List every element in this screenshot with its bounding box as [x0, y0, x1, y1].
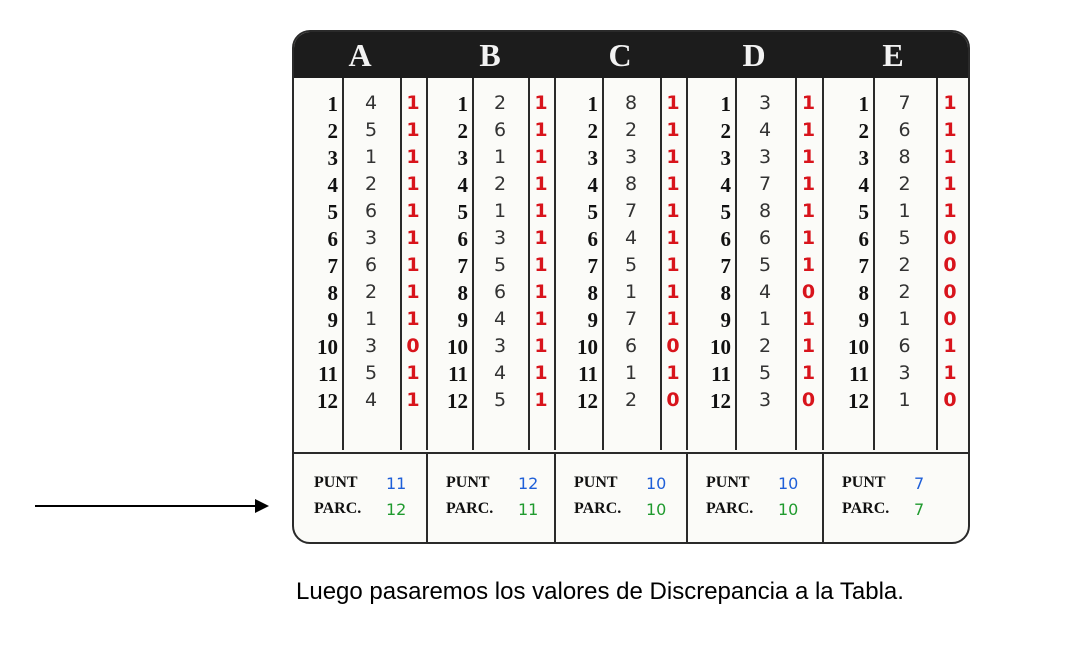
punt-label: PUNT [314, 474, 358, 491]
item-number: 2 [587, 119, 598, 143]
discrepancy-mark: 1 [406, 119, 420, 141]
parc-value: 12 [386, 500, 407, 519]
item-number: 10 [848, 335, 869, 359]
item-value: 2 [364, 173, 378, 195]
item-value: 3 [364, 227, 378, 249]
parc-value: 10 [778, 500, 799, 519]
table-row [686, 335, 822, 362]
table-row [554, 254, 686, 281]
item-value: 1 [624, 362, 638, 384]
discrepancy-mark: 1 [406, 173, 420, 195]
table-row [554, 308, 686, 335]
item-number: 5 [327, 200, 338, 224]
discrepancy-mark: 0 [943, 308, 957, 330]
section-column [554, 78, 688, 450]
column-header: E [882, 36, 904, 73]
table-row [426, 362, 554, 389]
discrepancy-mark: 1 [943, 362, 957, 384]
discrepancy-mark: 1 [406, 254, 420, 276]
table-row [426, 227, 554, 254]
item-number: 9 [327, 308, 338, 332]
discrepancy-mark: 1 [534, 92, 548, 114]
column-header: B [479, 36, 501, 73]
table-row [426, 389, 554, 416]
item-number: 8 [457, 281, 468, 305]
item-value: 4 [624, 227, 638, 249]
item-value: 2 [898, 281, 911, 303]
item-number: 6 [720, 227, 731, 251]
item-number: 6 [457, 227, 468, 251]
arrow-right-icon [255, 499, 269, 513]
item-number: 11 [578, 362, 598, 386]
discrepancy-mark: 1 [534, 227, 548, 249]
table-row [554, 92, 686, 119]
table-row [294, 335, 426, 362]
item-value: 1 [898, 389, 911, 411]
item-number: 6 [327, 227, 338, 251]
item-value: 4 [364, 92, 378, 114]
item-value: 5 [493, 389, 507, 411]
table-row [294, 362, 426, 389]
table-row [822, 227, 964, 254]
item-value: 6 [364, 254, 378, 276]
table-row [294, 227, 426, 254]
item-number: 10 [317, 335, 338, 359]
item-number: 1 [858, 92, 869, 116]
item-number: 1 [457, 92, 468, 116]
discrepancy-mark: 1 [943, 173, 957, 195]
item-value: 4 [493, 362, 507, 384]
punt-label: PUNT [706, 474, 750, 491]
parc-value: 10 [646, 500, 667, 519]
table-row [686, 146, 822, 173]
table-row [554, 119, 686, 146]
discrepancy-mark: 1 [534, 200, 548, 222]
item-value: 3 [758, 389, 772, 411]
discrepancy-mark: 0 [801, 281, 816, 303]
item-value: 2 [624, 119, 638, 141]
discrepancy-mark: 1 [534, 389, 548, 411]
item-value: 2 [758, 335, 772, 357]
item-number: 3 [858, 146, 869, 170]
discrepancy-mark: 1 [801, 200, 816, 222]
discrepancy-mark: 1 [801, 146, 816, 168]
item-value: 3 [364, 335, 378, 357]
item-number: 4 [587, 173, 598, 197]
section-column [686, 78, 824, 450]
discrepancy-mark: 1 [943, 146, 957, 168]
table-row [426, 335, 554, 362]
discrepancy-mark: 1 [666, 119, 680, 141]
item-number: 12 [447, 389, 468, 413]
item-number: 1 [327, 92, 338, 116]
item-number: 2 [457, 119, 468, 143]
table-row [426, 92, 554, 119]
table-row [686, 362, 822, 389]
parc-label: PARC. [842, 500, 890, 517]
item-value: 4 [493, 308, 507, 330]
punt-label: PUNT [574, 474, 618, 491]
punt-value: 12 [518, 474, 539, 493]
discrepancy-mark: 0 [801, 389, 816, 411]
item-value: 7 [758, 173, 772, 195]
item-number: 11 [849, 362, 869, 386]
item-number: 3 [457, 146, 468, 170]
item-number: 1 [587, 92, 598, 116]
table-row [426, 173, 554, 200]
table-row [426, 119, 554, 146]
item-value: 6 [364, 200, 378, 222]
item-value: 2 [493, 92, 507, 114]
item-number: 8 [327, 281, 338, 305]
item-number: 12 [848, 389, 869, 413]
discrepancy-mark: 1 [534, 254, 548, 276]
table-row [686, 200, 822, 227]
item-value: 3 [493, 227, 507, 249]
table-row [686, 92, 822, 119]
table-row [686, 254, 822, 281]
card-footer [294, 452, 968, 544]
table-row [554, 389, 686, 416]
table-row [686, 173, 822, 200]
discrepancy-mark: 0 [666, 389, 680, 411]
item-value: 5 [624, 254, 638, 276]
discrepancy-mark: 1 [801, 362, 816, 384]
item-value: 6 [758, 227, 772, 249]
item-value: 7 [898, 92, 911, 114]
discrepancy-mark: 1 [534, 119, 548, 141]
table-row [294, 92, 426, 119]
item-number: 2 [327, 119, 338, 143]
table-row [294, 254, 426, 281]
item-number: 4 [720, 173, 731, 197]
item-value: 6 [493, 119, 507, 141]
punt-label: PUNT [446, 474, 490, 491]
discrepancy-mark: 1 [801, 227, 816, 249]
item-value: 4 [758, 281, 772, 303]
discrepancy-mark: 0 [943, 281, 957, 303]
table-row [822, 362, 964, 389]
item-value: 1 [624, 281, 638, 303]
discrepancy-mark: 1 [534, 173, 548, 195]
table-row [822, 281, 964, 308]
discrepancy-mark: 1 [666, 173, 680, 195]
item-value: 5 [898, 227, 911, 249]
discrepancy-mark: 1 [666, 92, 680, 114]
item-number: 12 [710, 389, 731, 413]
table-row [426, 308, 554, 335]
item-number: 7 [720, 254, 731, 278]
table-row [686, 227, 822, 254]
discrepancy-mark: 1 [534, 146, 548, 168]
score-cell [554, 454, 688, 544]
discrepancy-mark: 1 [406, 308, 420, 330]
item-number: 11 [711, 362, 731, 386]
item-value: 4 [364, 389, 378, 411]
item-number: 11 [318, 362, 338, 386]
item-value: 8 [898, 146, 911, 168]
item-number: 3 [587, 146, 598, 170]
item-value: 1 [493, 200, 507, 222]
item-value: 8 [758, 200, 772, 222]
punt-value: 10 [778, 474, 799, 493]
punt-value: 11 [386, 474, 407, 493]
item-value: 1 [493, 146, 507, 168]
table-row [822, 335, 964, 362]
item-value: 1 [898, 200, 911, 222]
item-number: 10 [710, 335, 731, 359]
item-number: 9 [858, 308, 869, 332]
table-row [686, 119, 822, 146]
discrepancy-mark: 1 [943, 200, 957, 222]
discrepancy-mark: 0 [666, 335, 680, 357]
item-number: 7 [587, 254, 598, 278]
discrepancy-mark: 0 [406, 335, 420, 357]
item-number: 6 [858, 227, 869, 251]
discrepancy-mark: 1 [801, 308, 816, 330]
discrepancy-mark: 1 [406, 362, 420, 384]
item-value: 2 [898, 254, 911, 276]
parc-label: PARC. [706, 500, 754, 517]
item-value: 7 [624, 200, 638, 222]
section-column [426, 78, 556, 450]
parc-value: 11 [518, 500, 539, 519]
section-column [294, 78, 428, 450]
discrepancy-mark: 1 [666, 281, 680, 303]
item-number: 1 [720, 92, 731, 116]
discrepancy-mark: 1 [801, 173, 816, 195]
discrepancy-mark: 1 [801, 119, 816, 141]
item-number: 3 [327, 146, 338, 170]
item-value: 8 [624, 92, 638, 114]
section-column [822, 78, 964, 450]
discrepancy-mark: 1 [534, 362, 548, 384]
table-row [294, 173, 426, 200]
item-value: 1 [364, 308, 378, 330]
table-row [822, 173, 964, 200]
item-number: 9 [587, 308, 598, 332]
item-number: 5 [587, 200, 598, 224]
discrepancy-mark: 1 [666, 146, 680, 168]
table-row [294, 281, 426, 308]
item-value: 5 [364, 119, 378, 141]
parc-value: 7 [914, 500, 925, 519]
table-row [294, 119, 426, 146]
item-value: 4 [758, 119, 772, 141]
table-row [686, 308, 822, 335]
item-number: 4 [858, 173, 869, 197]
item-value: 3 [493, 335, 507, 357]
item-number: 5 [720, 200, 731, 224]
item-number: 4 [457, 173, 468, 197]
caption: Luego pasaremos los valores de Discrepancia a la Tabla. [296, 578, 904, 605]
discrepancy-mark: 1 [406, 227, 420, 249]
item-value: 2 [493, 173, 507, 195]
discrepancy-mark: 1 [406, 200, 420, 222]
item-number: 8 [858, 281, 869, 305]
card-header [294, 32, 968, 78]
item-value: 5 [364, 362, 378, 384]
table-row [686, 281, 822, 308]
item-value: 3 [758, 146, 772, 168]
item-number: 11 [448, 362, 468, 386]
table-row [426, 200, 554, 227]
discrepancy-mark: 1 [666, 254, 680, 276]
discrepancy-mark: 0 [943, 254, 957, 276]
table-row [554, 200, 686, 227]
item-number: 2 [720, 119, 731, 143]
parc-label: PARC. [446, 500, 494, 517]
item-number: 8 [720, 281, 731, 305]
item-number: 6 [587, 227, 598, 251]
discrepancy-mark: 1 [801, 254, 816, 276]
table-row [822, 200, 964, 227]
item-value: 5 [758, 254, 772, 276]
item-value: 6 [624, 335, 638, 357]
item-value: 6 [898, 335, 911, 357]
table-row [686, 389, 822, 416]
score-cell [294, 454, 428, 544]
item-number: 5 [858, 200, 869, 224]
discrepancy-mark: 1 [666, 200, 680, 222]
item-number: 3 [720, 146, 731, 170]
item-number: 9 [457, 308, 468, 332]
punt-value: 7 [914, 474, 925, 493]
item-value: 6 [493, 281, 507, 303]
item-value: 3 [898, 362, 911, 384]
discrepancy-mark: 1 [801, 92, 816, 114]
punt-value: 10 [646, 474, 667, 493]
table-row [294, 308, 426, 335]
score-cell [822, 454, 964, 544]
item-number: 8 [587, 281, 598, 305]
table-row [426, 254, 554, 281]
table-row [822, 146, 964, 173]
discrepancy-mark: 1 [406, 146, 420, 168]
table-row [822, 308, 964, 335]
discrepancy-mark: 1 [406, 281, 420, 303]
item-value: 1 [364, 146, 378, 168]
item-number: 7 [457, 254, 468, 278]
item-value: 1 [758, 308, 772, 330]
item-value: 3 [758, 92, 772, 114]
discrepancy-mark: 1 [943, 335, 957, 357]
discrepancy-mark: 1 [943, 119, 957, 141]
table-row [554, 335, 686, 362]
table-row [822, 119, 964, 146]
discrepancy-mark: 1 [534, 335, 548, 357]
discrepancy-mark: 1 [666, 362, 680, 384]
item-number: 9 [720, 308, 731, 332]
item-value: 8 [624, 173, 638, 195]
item-value: 5 [758, 362, 772, 384]
discrepancy-mark: 1 [943, 92, 957, 114]
table-row [822, 92, 964, 119]
table-row [294, 146, 426, 173]
item-number: 7 [858, 254, 869, 278]
discrepancy-mark: 1 [406, 389, 420, 411]
discrepancy-mark: 0 [943, 389, 957, 411]
item-value: 5 [493, 254, 507, 276]
item-value: 3 [624, 146, 638, 168]
item-number: 10 [447, 335, 468, 359]
discrepancy-mark: 1 [406, 92, 420, 114]
table-row [426, 281, 554, 308]
item-number: 4 [327, 173, 338, 197]
table-row [822, 254, 964, 281]
discrepancy-mark: 1 [801, 335, 816, 357]
table-row [554, 362, 686, 389]
column-header: C [608, 36, 632, 73]
item-number: 12 [317, 389, 338, 413]
discrepancy-mark: 1 [666, 308, 680, 330]
item-value: 1 [898, 308, 911, 330]
table-row [554, 146, 686, 173]
table-row [294, 389, 426, 416]
table-row [426, 146, 554, 173]
item-number: 2 [858, 119, 869, 143]
item-value: 2 [364, 281, 378, 303]
score-card [292, 30, 970, 544]
item-value: 6 [898, 119, 911, 141]
column-header: A [348, 36, 372, 73]
item-value: 7 [624, 308, 638, 330]
table-row [554, 281, 686, 308]
discrepancy-mark: 0 [943, 227, 957, 249]
discrepancy-mark: 1 [534, 308, 548, 330]
discrepancy-mark: 1 [534, 281, 548, 303]
item-number: 10 [577, 335, 598, 359]
arrow-line [35, 505, 257, 507]
item-value: 2 [898, 173, 911, 195]
score-cell [426, 454, 556, 544]
table-row [822, 389, 964, 416]
item-number: 12 [577, 389, 598, 413]
score-cell [686, 454, 824, 544]
table-row [554, 173, 686, 200]
item-number: 5 [457, 200, 468, 224]
column-header: D [742, 36, 766, 73]
parc-label: PARC. [314, 500, 362, 517]
parc-label: PARC. [574, 500, 622, 517]
discrepancy-mark: 1 [666, 227, 680, 249]
table-row [294, 200, 426, 227]
punt-label: PUNT [842, 474, 886, 491]
item-value: 2 [624, 389, 638, 411]
item-number: 7 [327, 254, 338, 278]
table-row [554, 227, 686, 254]
